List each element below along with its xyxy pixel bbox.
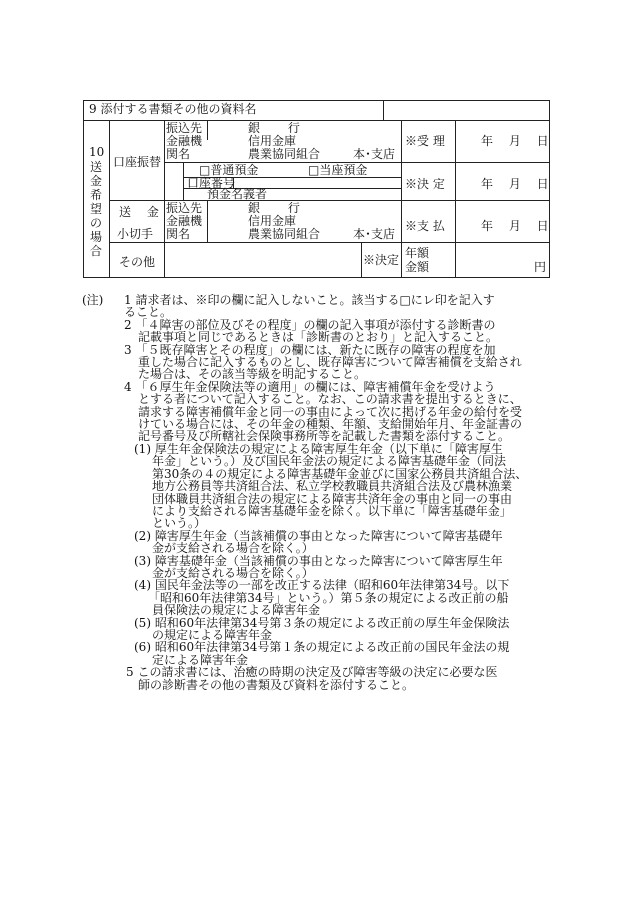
note-line: 年金」という。）及び国民年金法の規定による障害基礎年金（同法 bbox=[152, 454, 507, 469]
note-line: 2 「４障害の部位及びその程度」の欄の記入事項が添付する診断書の bbox=[124, 317, 496, 332]
note-line: 重した場合に記入するものとし、既存障害について障害補償を支給され bbox=[138, 355, 522, 370]
other-decision-label: ※決定 bbox=[363, 253, 400, 267]
note-line: (5) 昭和60年法律第34号第３条の規定による改正前の厚生年金保険法 bbox=[134, 615, 510, 630]
fi-option-shinkin[interactable]: 信用金庫 bbox=[248, 134, 297, 148]
branch-label: 本･支店 bbox=[353, 147, 396, 161]
remit-option-shinkin[interactable]: 信用金庫 bbox=[248, 214, 297, 228]
note-line: (1) 厚生年金保険法の規定による障害厚生年金（以下単に「障害厚生 bbox=[134, 441, 503, 456]
remit-option-nokyo[interactable]: 農業協同組合 bbox=[248, 227, 321, 241]
section-10-label-vertical: 送 金 希 望 の 場 合 bbox=[89, 160, 102, 258]
account-holder-label: 預金名義者 bbox=[207, 187, 268, 201]
note-line: ること。 bbox=[124, 305, 173, 320]
note-line: (6) 昭和60年法律第34号第１条の規定による改正前の国民年金法の規 bbox=[134, 640, 510, 655]
claim-form-table bbox=[83, 100, 550, 278]
yen-label: 円 bbox=[534, 260, 547, 274]
note-line: 金が支給される場合を除く。） bbox=[152, 565, 314, 580]
remit-fi-label-1: 振込先 bbox=[166, 201, 203, 215]
fi-option-bank[interactable]: 銀 行 bbox=[248, 121, 312, 135]
fi-option-nokyo[interactable]: 農業協同組合 bbox=[248, 147, 321, 161]
office-paid-date: 年 月 日 bbox=[481, 219, 549, 233]
note-line: とする者について記入すること。なお、この請求書を提出するときに、 bbox=[138, 392, 522, 407]
note-line: 団体職員共済組合法の規定による障害共済年金の事由と同一の事由 bbox=[152, 491, 513, 506]
note-line: 地方公務員等共済組合法、私立学校教職員共済組合法及び農林漁業 bbox=[152, 479, 513, 494]
office-paid-label: ※支 払 bbox=[405, 219, 445, 233]
note-line: 5 この請求書には、治癒の時期の決定及び障害等級の決定に必要な医 bbox=[126, 665, 498, 680]
office-decided-label: ※決 定 bbox=[405, 177, 445, 191]
amount-label: 金額 bbox=[405, 260, 430, 274]
note-line: により支給される障害基礎年金を除く。以下単に「障害基礎年金」 bbox=[152, 503, 512, 518]
remit-fi-label-2: 金融機 bbox=[166, 214, 203, 228]
item-9-label: 9 添付する書類その他の資料名 bbox=[89, 102, 257, 116]
note-line: 請求する障害補償年金と同一の事由によって次に掲げる年金の給付を受 bbox=[138, 404, 523, 419]
deposit-ordinary-checkbox[interactable]: □普通預金 bbox=[199, 163, 259, 177]
check-label: 小切手 bbox=[117, 227, 154, 241]
notes-section bbox=[82, 294, 562, 691]
remit-fi-label-3: 関名 bbox=[166, 227, 191, 241]
note-line: 1 請求者は、※印の欄に記入しないこと。該当する□にレ印を記入す bbox=[124, 293, 495, 307]
office-decided-date: 年 月 日 bbox=[481, 177, 549, 191]
fi-label-3: 関名 bbox=[166, 147, 191, 161]
note-line: た場合は、その該当等級を明記すること。 bbox=[138, 367, 367, 382]
note-line: 4 「６厚生年金保険法等の適用」の欄には、障害補償年金を受けよう bbox=[124, 379, 496, 394]
other-label: その他 bbox=[119, 255, 156, 269]
note-line: という。） bbox=[152, 516, 207, 531]
fi-label-1: 振込先 bbox=[166, 121, 203, 135]
fi-label-2: 金融機 bbox=[166, 134, 203, 148]
notes-heading: (注) bbox=[82, 293, 104, 307]
account-transfer-label: 口座振替 bbox=[113, 155, 162, 169]
note-line: 金が支給される場合を除く。） bbox=[152, 541, 314, 556]
note-line: けている場合には、その年金の種類、年額、支給開始年月、年金証書の bbox=[138, 417, 523, 432]
account-number-label: 口座番号 bbox=[187, 176, 236, 190]
note-line: 師の診断書その他の書類及び資料を添付すること。 bbox=[138, 677, 415, 692]
note-line: の規定による障害年金 bbox=[152, 627, 273, 642]
note-line: 「昭和60年法律第34号」という。）第５条の規定による改正前の船 bbox=[148, 590, 509, 605]
note-line: 3 「５既存障害とその程度」の欄には、新たに既存の障害の程度を加 bbox=[124, 342, 496, 357]
office-received-label: ※受 理 bbox=[405, 134, 445, 148]
annual-amount-label: 年額 bbox=[405, 246, 430, 260]
remit-option-bank[interactable]: 銀 行 bbox=[248, 201, 312, 215]
note-line: 記載事項と同じであるときは「診断書のとおり」と記入すること。 bbox=[138, 330, 499, 345]
section-10-number: 10 bbox=[89, 145, 105, 159]
remittance-label: 送 金 bbox=[119, 205, 165, 219]
note-line: 員保険法の規定による障害年金 bbox=[152, 603, 321, 618]
deposit-current-checkbox[interactable]: □当座預金 bbox=[308, 163, 368, 177]
note-line: (2) 障害厚生年金（当該補償の事由となった障害について障害基礎年 bbox=[134, 528, 503, 543]
note-line: 記号番号及び所轄社会保険事務所等を記載した書類を添付すること。 bbox=[138, 429, 511, 444]
note-line: (4) 国民年金法等の一部を改正する法律（昭和60年法律第34号。以下 bbox=[134, 578, 510, 593]
office-received-date: 年 月 日 bbox=[481, 134, 549, 148]
remit-branch-label: 本･支店 bbox=[353, 227, 396, 241]
note-line: 定による障害年金 bbox=[152, 652, 249, 667]
note-line: 第30条の４の規定による障害基礎年金並びに国家公務員共済組合法、 bbox=[152, 466, 528, 481]
note-line: (3) 障害基礎年金（当該補償の事由となった障害について障害厚生年 bbox=[134, 553, 503, 568]
